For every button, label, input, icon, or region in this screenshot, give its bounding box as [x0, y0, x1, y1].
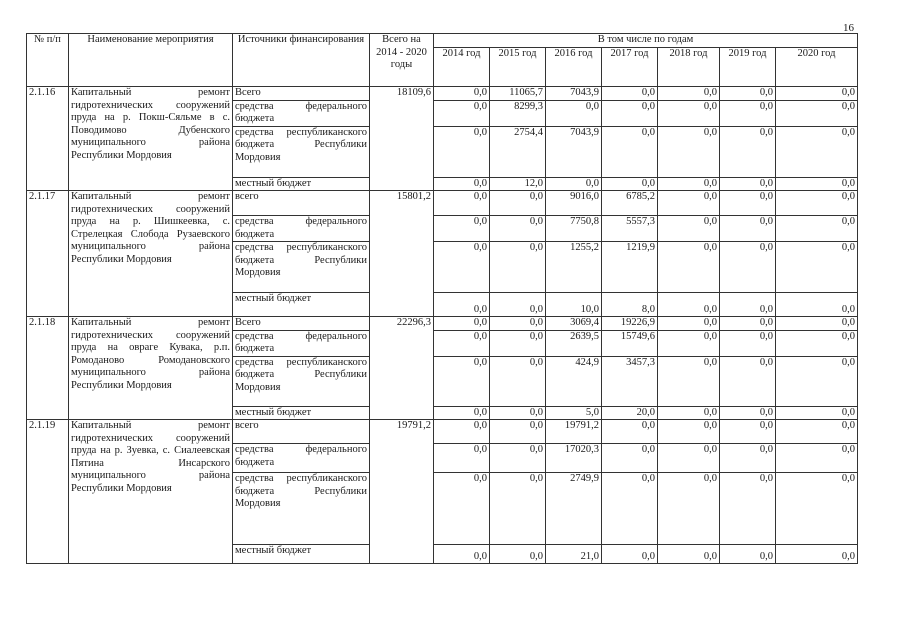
year-value: 9016,0 [546, 191, 602, 216]
year-value: 2749,9 [546, 473, 602, 545]
year-value: 10,0 [546, 293, 602, 317]
year-value: 0,0 [776, 191, 858, 216]
table-row [27, 420, 858, 444]
year-value: 3069,4 [546, 317, 602, 331]
year-value: 0,0 [658, 100, 720, 126]
year-value: 0,0 [658, 545, 720, 564]
year-value: 6785,2 [602, 191, 658, 216]
year-value: 0,0 [490, 330, 546, 356]
header-number: № п/п [27, 34, 69, 87]
year-value: 0,0 [658, 242, 720, 293]
year-value: 2754,4 [490, 126, 546, 177]
table-row [27, 87, 858, 101]
year-value: 0,0 [434, 444, 490, 473]
year-value: 0,0 [490, 216, 546, 242]
funding-source: всего [233, 191, 370, 216]
funding-source: средства федерального бюджета [233, 216, 370, 242]
year-value: 20,0 [602, 406, 658, 420]
year-value: 0,0 [434, 330, 490, 356]
year-value: 0,0 [720, 242, 776, 293]
year-value: 0,0 [490, 242, 546, 293]
year-value: 0,0 [434, 126, 490, 177]
header-year-2017: 2017 год [602, 48, 658, 87]
year-value: 7750,8 [546, 216, 602, 242]
year-value: 17020,3 [546, 444, 602, 473]
funding-source: местный бюджет [233, 177, 370, 191]
year-value: 12,0 [490, 177, 546, 191]
year-value: 424,9 [546, 356, 602, 406]
year-value: 0,0 [658, 444, 720, 473]
year-value: 0,0 [658, 177, 720, 191]
year-value: 0,0 [776, 356, 858, 406]
year-value: 0,0 [720, 473, 776, 545]
year-value: 0,0 [720, 87, 776, 101]
year-value: 0,0 [602, 420, 658, 444]
year-value: 0,0 [720, 100, 776, 126]
page-number: 16 [843, 22, 854, 34]
item-total: 19791,2 [370, 420, 434, 564]
year-value: 0,0 [720, 406, 776, 420]
year-value: 0,0 [776, 177, 858, 191]
year-value: 0,0 [434, 406, 490, 420]
year-value: 0,0 [434, 177, 490, 191]
header-total: Всего на 2014 - 2020 годы [370, 34, 434, 87]
header-years-group: В том числе по годам [434, 34, 858, 48]
funding-source: Всего [233, 87, 370, 101]
year-value: 0,0 [434, 293, 490, 317]
year-value: 0,0 [434, 100, 490, 126]
year-value: 0,0 [658, 191, 720, 216]
table-row [27, 191, 858, 216]
year-value: 0,0 [776, 444, 858, 473]
year-value: 0,0 [720, 216, 776, 242]
item-total: 18109,6 [370, 87, 434, 191]
year-value: 0,0 [776, 126, 858, 177]
year-value: 0,0 [490, 293, 546, 317]
year-value: 0,0 [490, 191, 546, 216]
year-value: 0,0 [720, 356, 776, 406]
year-value: 8299,3 [490, 100, 546, 126]
year-value: 0,0 [658, 420, 720, 444]
funding-source: всего [233, 420, 370, 444]
funding-source: местный бюджет [233, 293, 370, 317]
year-value: 0,0 [602, 545, 658, 564]
funding-source: средства республиканского бюджета Республики Мордовия [233, 356, 370, 406]
item-number: 2.1.16 [27, 87, 69, 191]
year-value: 7043,9 [546, 87, 602, 101]
funding-source: местный бюджет [233, 406, 370, 420]
year-value: 0,0 [776, 545, 858, 564]
header-year-2016: 2016 год [546, 48, 602, 87]
funding-source: Всего [233, 317, 370, 331]
year-value: 2639,5 [546, 330, 602, 356]
year-value: 0,0 [490, 545, 546, 564]
funding-source: средства республиканского бюджета Республики Мордовия [233, 242, 370, 293]
year-value: 0,0 [776, 317, 858, 331]
table-row [27, 317, 858, 331]
year-value: 1255,2 [546, 242, 602, 293]
year-value: 0,0 [658, 317, 720, 331]
item-number: 2.1.19 [27, 420, 69, 564]
item-number: 2.1.17 [27, 191, 69, 317]
year-value: 0,0 [602, 177, 658, 191]
year-value: 0,0 [490, 473, 546, 545]
year-value: 0,0 [776, 216, 858, 242]
year-value: 0,0 [720, 191, 776, 216]
year-value: 0,0 [434, 545, 490, 564]
funding-source: средства федерального бюджета [233, 330, 370, 356]
year-value: 5,0 [546, 406, 602, 420]
year-value: 0,0 [776, 100, 858, 126]
year-value: 0,0 [602, 87, 658, 101]
year-value: 0,0 [490, 406, 546, 420]
year-value: 0,0 [776, 473, 858, 545]
funding-source: средства республиканского бюджета Республики Мордовия [233, 473, 370, 545]
year-value: 0,0 [602, 126, 658, 177]
header-row [27, 34, 858, 48]
header-source: Источники финансирования [233, 34, 370, 87]
year-value: 0,0 [720, 317, 776, 331]
year-value: 0,0 [776, 293, 858, 317]
year-value: 5557,3 [602, 216, 658, 242]
year-value: 0,0 [720, 444, 776, 473]
year-value: 0,0 [658, 356, 720, 406]
year-value: 21,0 [546, 545, 602, 564]
year-value: 0,0 [720, 420, 776, 444]
item-name: Капитальный ремонт гидротехнических сооружений пруда на р. Шишкеевка, с. Стрелецкая Слобода Рузаевского муниципального района Республики Мордовия [69, 191, 233, 317]
item-number: 2.1.18 [27, 317, 69, 420]
funding-source: средства федерального бюджета [233, 444, 370, 473]
item-name: Капитальный ремонт гидротехнических сооружений пруда на р. Покш-Сяльме в с. Поводимово Дубенского муниципального района Республики Мордовия [69, 87, 233, 191]
header-year-2015: 2015 год [490, 48, 546, 87]
header-year-2019: 2019 год [720, 48, 776, 87]
year-value: 0,0 [546, 100, 602, 126]
header-year-2014: 2014 год [434, 48, 490, 87]
year-value: 0,0 [490, 420, 546, 444]
year-value: 0,0 [434, 356, 490, 406]
year-value: 19226,9 [602, 317, 658, 331]
year-value: 0,0 [720, 293, 776, 317]
year-value: 0,0 [602, 444, 658, 473]
year-value: 0,0 [720, 545, 776, 564]
year-value: 8,0 [602, 293, 658, 317]
funding-source: местный бюджет [233, 545, 370, 564]
year-value: 0,0 [776, 330, 858, 356]
header-name: Наименование мероприятия [69, 34, 233, 87]
year-value: 0,0 [434, 420, 490, 444]
year-value: 7043,9 [546, 126, 602, 177]
item-name: Капитальный ремонт гидротехнических сооружений пруда на овраге Кувака, р.п. Ромоданово Ромодановского муниципального района Республики Мордовия [69, 317, 233, 420]
item-total: 15801,2 [370, 191, 434, 317]
year-value: 0,0 [490, 444, 546, 473]
year-value: 0,0 [434, 473, 490, 545]
year-value: 0,0 [434, 242, 490, 293]
funding-source: средства республиканского бюджета Республики Мордовия [233, 126, 370, 177]
year-value: 0,0 [658, 87, 720, 101]
year-value: 0,0 [776, 242, 858, 293]
year-value: 0,0 [434, 87, 490, 101]
year-value: 0,0 [776, 406, 858, 420]
year-value: 0,0 [658, 330, 720, 356]
item-total: 22296,3 [370, 317, 434, 420]
year-value: 0,0 [720, 177, 776, 191]
year-value: 0,0 [490, 317, 546, 331]
year-value: 3457,3 [602, 356, 658, 406]
year-value: 0,0 [658, 473, 720, 545]
header-year-2020: 2020 год [776, 48, 858, 87]
year-value: 1219,9 [602, 242, 658, 293]
year-value: 0,0 [602, 100, 658, 126]
header-year-2018: 2018 год [658, 48, 720, 87]
year-value: 0,0 [720, 126, 776, 177]
year-value: 19791,2 [546, 420, 602, 444]
year-value: 0,0 [490, 356, 546, 406]
year-value: 0,0 [776, 420, 858, 444]
year-value: 0,0 [658, 406, 720, 420]
funding-table [26, 33, 858, 564]
year-value: 0,0 [434, 317, 490, 331]
year-value: 0,0 [546, 177, 602, 191]
year-value: 0,0 [434, 216, 490, 242]
year-value: 0,0 [720, 330, 776, 356]
year-value: 0,0 [658, 216, 720, 242]
year-value: 15749,6 [602, 330, 658, 356]
item-name: Капитальный ремонт гидротехнических сооружений пруда на р. Зуевка, с. Сиалеевская Пятина Инсарского муниципального района Республики Мордовия [69, 420, 233, 564]
year-value: 11065,7 [490, 87, 546, 101]
year-value: 0,0 [434, 191, 490, 216]
year-value: 0,0 [602, 473, 658, 545]
funding-source: средства федерального бюджета [233, 100, 370, 126]
year-value: 0,0 [658, 126, 720, 177]
year-value: 0,0 [658, 293, 720, 317]
year-value: 0,0 [776, 87, 858, 101]
